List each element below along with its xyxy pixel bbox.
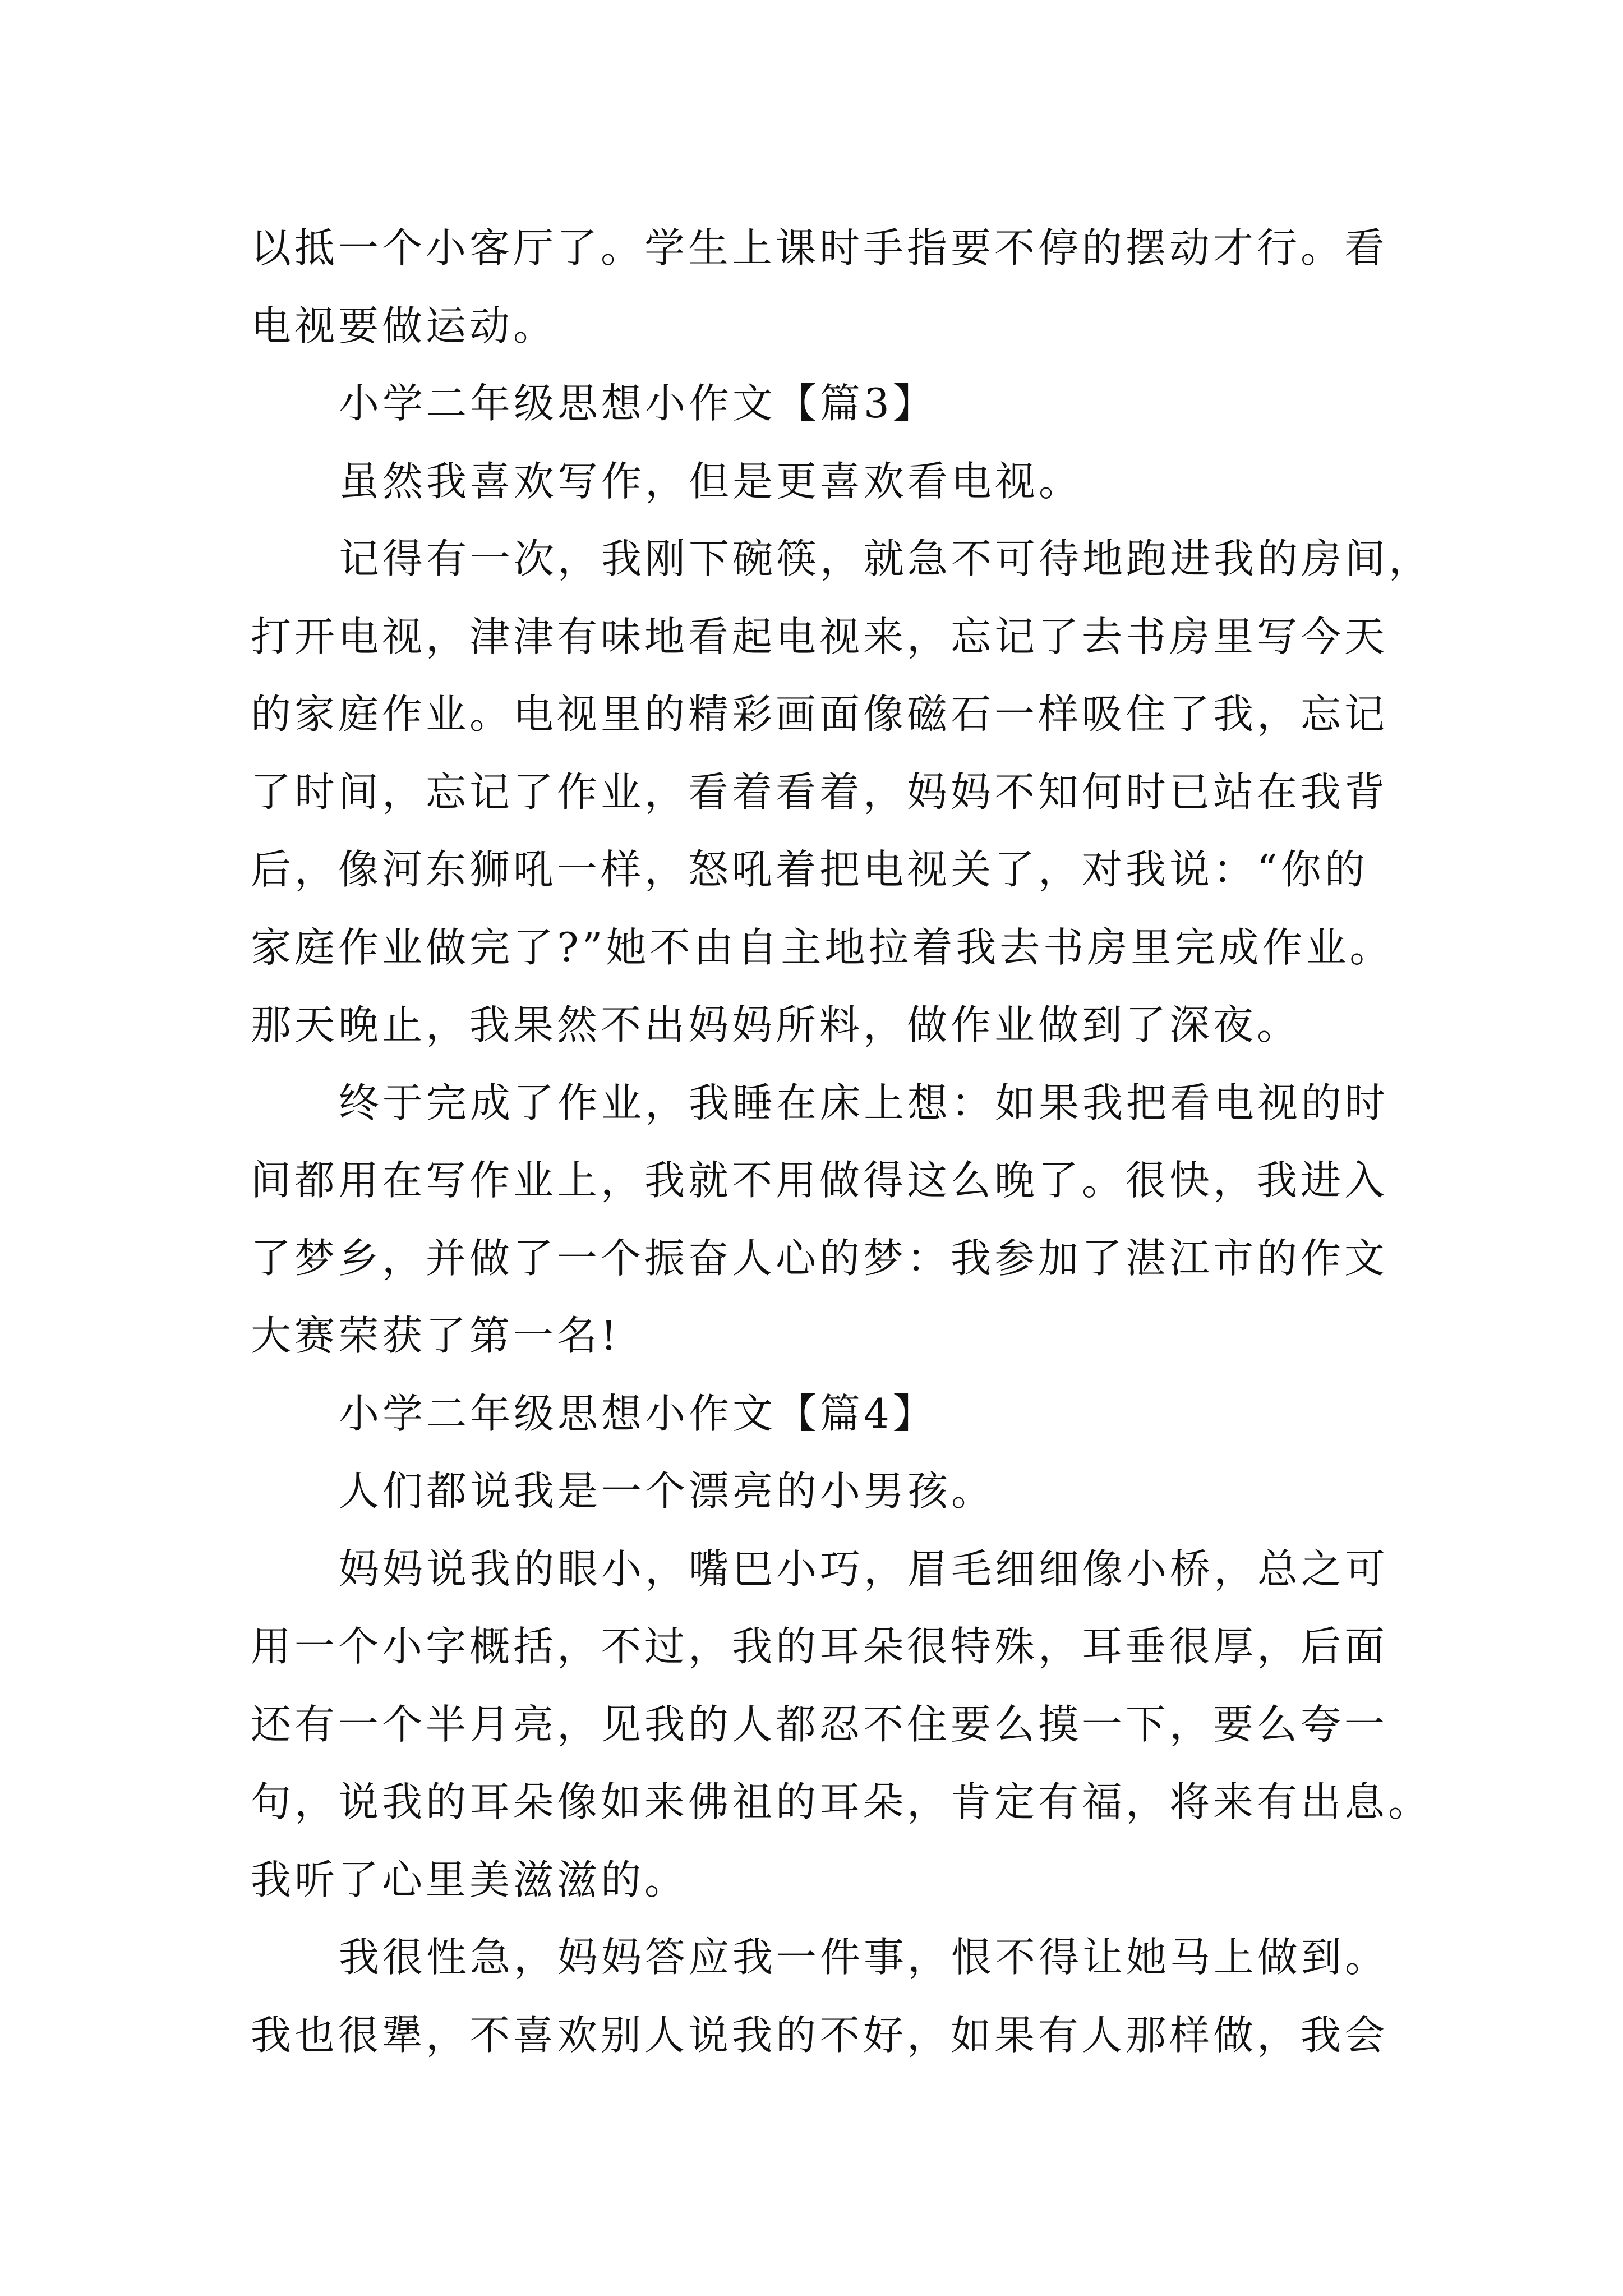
- paragraph-line: 妈妈说我的眼小，嘴巴小巧，眉毛细细像小桥，总之可: [339, 1545, 1389, 1593]
- paragraph-line: 记得有一次，我刚下碗筷，就急不可待地跑进我的房间，: [339, 535, 1433, 582]
- paragraph-line: 我听了心里美滋滋的。: [251, 1856, 689, 1903]
- section-4-paragraph-2: [251, 1530, 1456, 1919]
- paragraph-line: 我也很犟，不喜欢别人说我的不好，如果有人那样做，我会: [251, 2011, 1389, 2059]
- paragraph-line: 大赛荣获了第一名!: [251, 1312, 620, 1359]
- paragraph-line: 家庭作业做完了?”她不由自主地拉着我去书房里完成作业。: [251, 923, 1394, 971]
- paragraph-line: 用一个小字概括，不过，我的耳朵很特殊，耳垂很厚，后面: [251, 1623, 1389, 1670]
- paragraph-line: 还有一个半月亮，见我的人都忍不住要么摸一下，要么夸一: [251, 1700, 1389, 1748]
- paragraph-line: 句，说我的耳朵像如来佛祖的耳朵，肯定有福，将来有出息。: [251, 1778, 1432, 1825]
- section-3-paragraph-1: [251, 443, 1456, 521]
- paragraph-line: 的家庭作业。电视里的精彩画面像磁石一样吸住了我，忘记: [251, 691, 1389, 738]
- section-3-paragraph-3: [251, 1064, 1456, 1375]
- paragraph-line: 电视要做运动。: [251, 302, 557, 349]
- section-4-paragraph-1: [251, 1452, 1456, 1530]
- paragraph-line: 那天晚止，我果然不出妈妈所料，做作业做到了深夜。: [251, 1001, 1301, 1048]
- paragraph-line: 打开电视，津津有味地看起电视来，忘记了去书房里写今天: [251, 613, 1389, 660]
- section-3-heading: 小学二年级思想小作文【篇3】: [339, 380, 937, 427]
- paragraph-line: 了梦乡，并做了一个振奋人心的梦：我参加了湛江市的作文: [251, 1234, 1389, 1282]
- paragraph-line: 间都用在写作业上，我就不用做得这么晚了。很快，我进入: [251, 1157, 1389, 1204]
- paragraph-line: 虽然我喜欢写作，但是更喜欢看电视。: [339, 457, 1083, 505]
- section-3-paragraph-2: [251, 520, 1456, 1064]
- section-4-heading: 小学二年级思想小作文【篇4】: [339, 1389, 937, 1437]
- paragraph-line: 以抵一个小客厅了。学生上课时手指要不停的摆动才行。看: [251, 224, 1389, 272]
- section-4-paragraph-3: [251, 1918, 1456, 2074]
- paragraph-line: 后，像河东狮吼一样，怒吼着把电视关了，对我说：“你的: [251, 846, 1368, 893]
- paragraph-line: 人们都说我是一个漂亮的小男孩。: [339, 1467, 995, 1515]
- continuation-paragraph: [251, 209, 1456, 365]
- paragraph-line: 了时间，忘记了作业，看着看着，妈妈不知何时已站在我背: [251, 768, 1389, 816]
- document-body: [251, 209, 1456, 2074]
- paragraph-line: 我很性急，妈妈答应我一件事，恨不得让她马上做到。: [339, 1934, 1389, 1981]
- paragraph-line: 终于完成了作业，我睡在床上想：如果我把看电视的时: [339, 1079, 1389, 1126]
